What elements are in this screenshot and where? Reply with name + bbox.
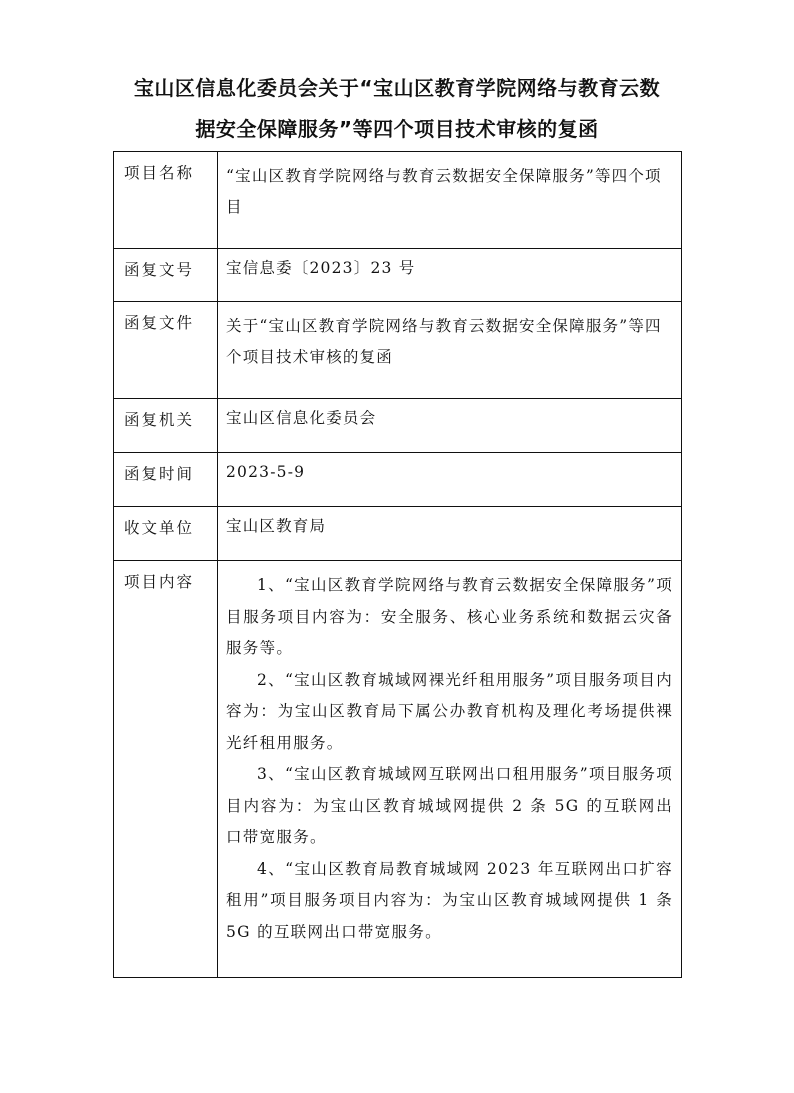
row-value-reply-number: 宝信息委〔2023〕23 号	[218, 249, 682, 302]
row-value-reply-authority: 宝山区信息化委员会	[218, 399, 682, 453]
row-value-project-name: “宝山区教育学院网络与教育云数据安全保障服务”等四个项目	[218, 152, 682, 249]
content-paragraph-4: 4、“宝山区教育局教育城域网 2023 年互联网出口扩容租用”项目服务项目内容为：为宝山区教育城域网提供 1 条 5G 的互联网出口带宽服务。	[226, 859, 673, 941]
content-paragraph-1: 1、“宝山区教育学院网络与教育云数据安全保障服务”项目服务项目内容为：安全服务、核心业务系统和数据云灾备服务等。	[226, 576, 674, 657]
table-row	[114, 399, 682, 453]
row-label-project-name: 项目名称	[114, 152, 218, 249]
table-row	[114, 561, 682, 978]
row-value-reply-date: 2023-5-9	[218, 453, 682, 507]
table-row	[114, 249, 682, 302]
document-title-line-1: 宝山区信息化委员会关于“宝山区教育学院网络与教育云数	[133, 76, 661, 100]
document-title	[0, 68, 794, 150]
table-row	[114, 302, 682, 399]
row-label-reply-date: 函复时间	[114, 453, 218, 507]
reply-info-table	[113, 151, 682, 978]
table-row	[114, 152, 682, 249]
table-row	[114, 507, 682, 561]
row-value-project-content	[218, 561, 682, 978]
row-label-project-content: 项目内容	[114, 561, 218, 978]
row-label-reply-authority: 函复机关	[114, 399, 218, 453]
content-paragraph-2: 2、“宝山区教育城域网裸光纤租用服务”项目服务项目内容为：为宝山区教育局下属公办教育机构及理化考场提供裸光纤租用服务。	[226, 670, 674, 752]
row-label-reply-number: 函复文号	[114, 249, 218, 302]
table-row	[114, 453, 682, 507]
row-value-recipient: 宝山区教育局	[218, 507, 682, 561]
row-label-recipient: 收文单位	[114, 507, 218, 561]
content-paragraph-3: 3、“宝山区教育城域网互联网出口租用服务”项目服务项目内容为：为宝山区教育城域网提供 2 条 5G 的互联网出口带宽服务。	[226, 765, 674, 846]
row-value-reply-document: 关于“宝山区教育学院网络与教育云数据安全保障服务”等四个项目技术审核的复函	[218, 302, 682, 399]
document-title-line-2: 据安全保障服务”等四个项目技术审核的复函	[195, 117, 599, 141]
row-label-reply-document: 函复文件	[114, 302, 218, 399]
